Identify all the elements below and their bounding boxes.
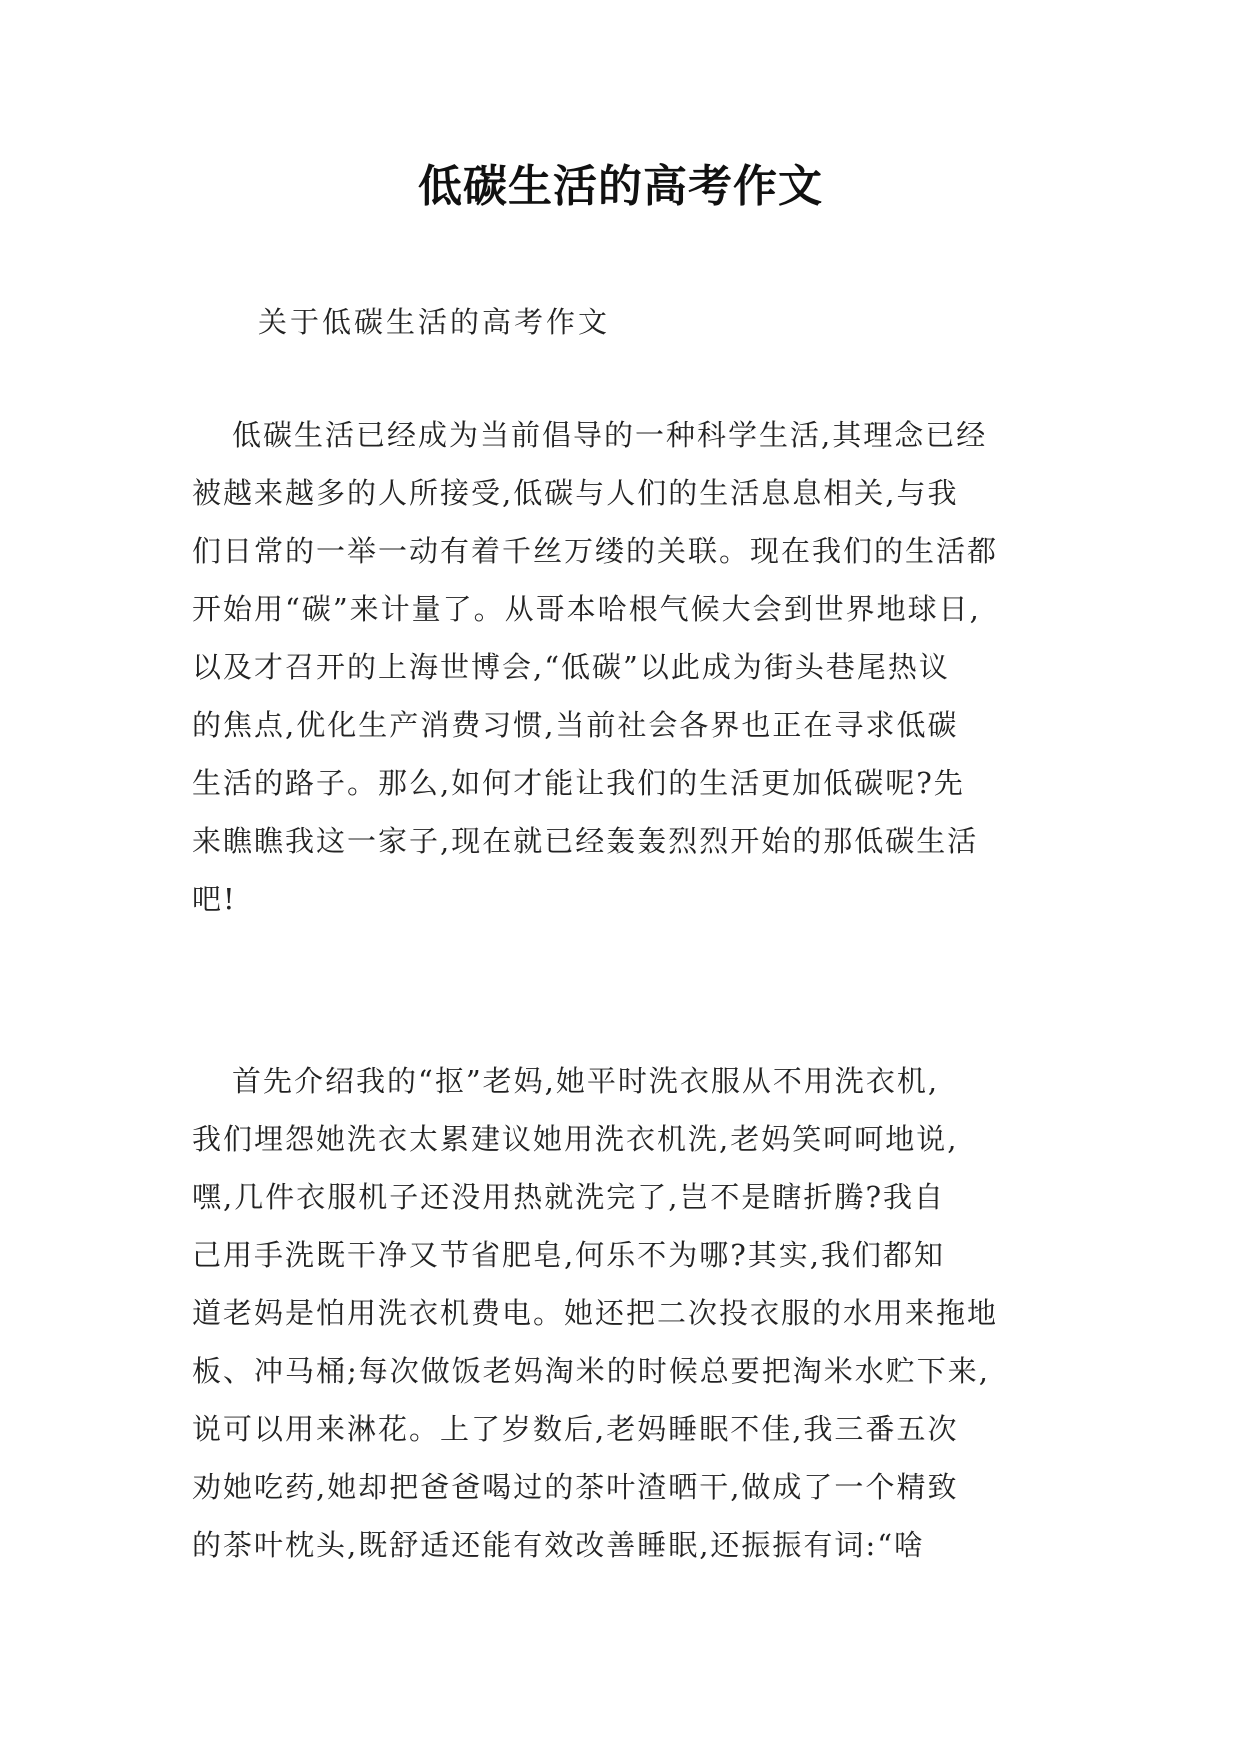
paragraph-line: 来瞧瞧我这一家子,现在就已经轰轰烈烈开始的那低碳生活 xyxy=(192,824,979,858)
paragraph-line: 道老妈是怕用洗衣机费电。她还把二次投衣服的水用来拖地 xyxy=(192,1296,999,1330)
paragraph-line: 板、冲马桶;每次做饭老妈淘米的时候总要把淘米水贮下来, xyxy=(192,1354,990,1388)
document-subtitle: 关于低碳生活的高考作文 xyxy=(258,305,611,339)
paragraph-mother xyxy=(192,1052,1062,1574)
paragraph-line: 生活的路子。那么,如何才能让我们的生活更加低碳呢?先 xyxy=(192,766,965,800)
document-title: 低碳生活的高考作文 xyxy=(418,161,823,212)
paragraph-line: 我们埋怨她洗衣太累建议她用洗衣机洗,老妈笑呵呵地说, xyxy=(192,1122,959,1156)
paragraph-line: 己用手洗既干净又节省肥皂,何乐不为哪?其实,我们都知 xyxy=(192,1238,945,1272)
paragraph-line: 以及才召开的上海世博会,“低碳”以此成为街头巷尾热议 xyxy=(192,650,950,684)
paragraph-line: 说可以用来淋花。上了岁数后,老妈睡眠不佳,我三番五次 xyxy=(192,1412,959,1446)
paragraph-line: 的茶叶枕头,既舒适还能有效改善睡眠,还振振有词:“啥 xyxy=(192,1528,926,1562)
paragraph-line: 嘿,几件衣服机子还没用热就洗完了,岂不是瞎折腾?我自 xyxy=(192,1180,945,1214)
paragraph-line: 的焦点,优化生产消费习惯,当前社会各界也正在寻求低碳 xyxy=(192,708,959,742)
paragraph-line: 低碳生活已经成为当前倡导的一种科学生活,其理念已经 xyxy=(232,418,988,452)
paragraph-line: 劝她吃药,她却把爸爸喝过的茶叶渣晒干,做成了一个精致 xyxy=(192,1470,959,1504)
paragraph-line: 首先介绍我的“抠”老妈,她平时洗衣服从不用洗衣机, xyxy=(232,1064,940,1098)
paragraph-line: 开始用“碳”来计量了。从哥本哈根气候大会到世界地球日, xyxy=(192,592,981,626)
paragraph-intro xyxy=(192,406,1062,928)
paragraph-line: 们日常的一举一动有着千丝万缕的关联。现在我们的生活都 xyxy=(192,534,999,568)
paragraph-line: 吧! xyxy=(192,882,237,916)
paragraph-line: 被越来越多的人所接受,低碳与人们的生活息息相关,与我 xyxy=(192,476,959,510)
